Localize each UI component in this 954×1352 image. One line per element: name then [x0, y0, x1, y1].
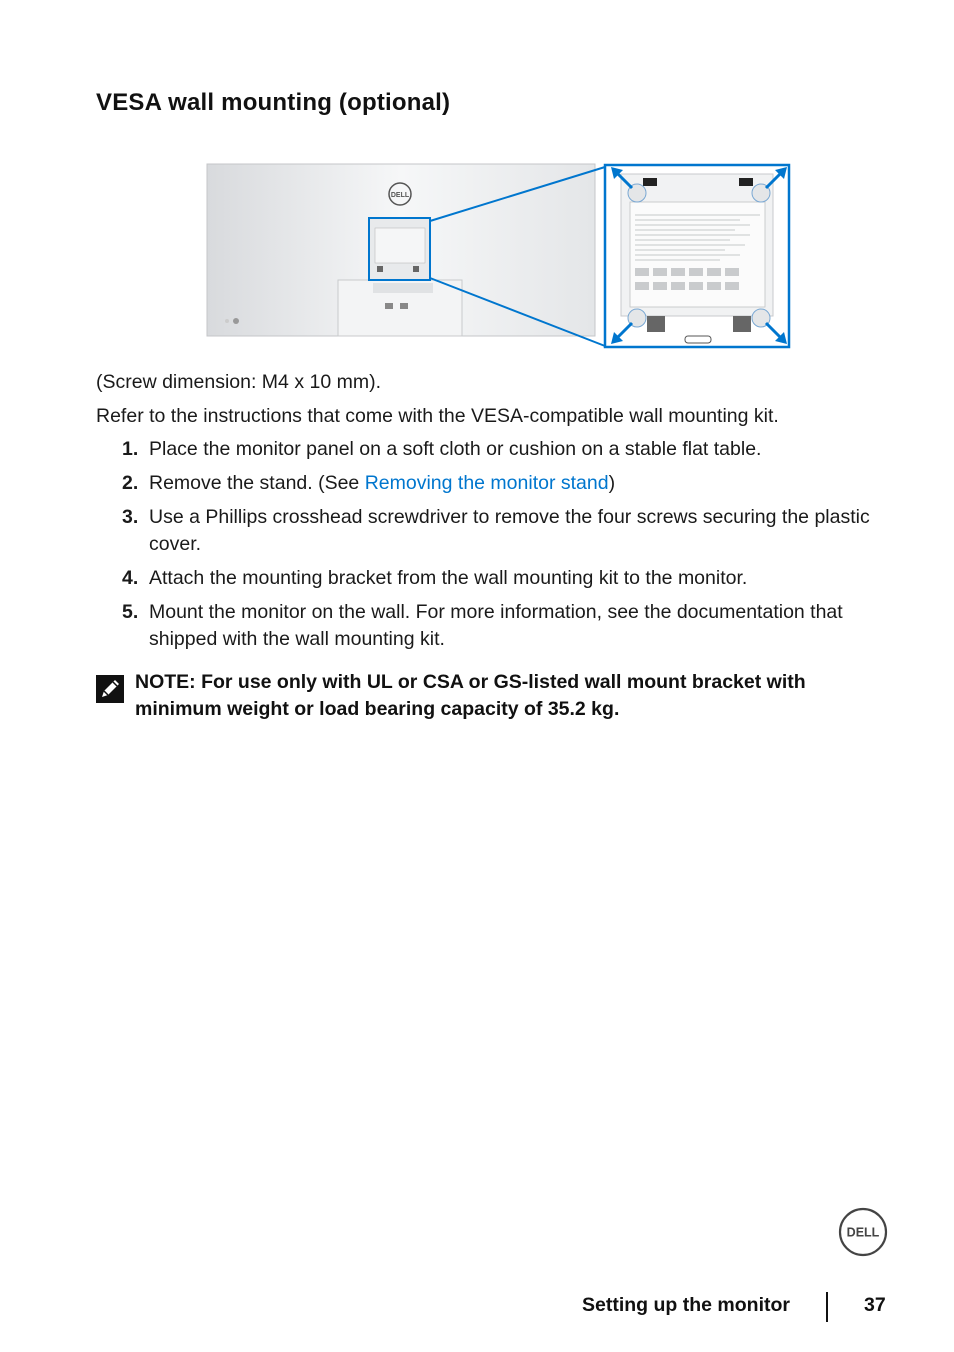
steps-list: [96, 436, 896, 660]
list-item: 3. Use a Phillips crosshead screwdriver to remove the four screws securing the plastic cover.: [122, 506, 870, 555]
svg-text:DELL: DELL: [390, 192, 410, 199]
list-item: 4. Attach the mounting bracket from the wall mounting kit to the monitor.: [122, 567, 748, 589]
page-number: 37: [864, 1294, 886, 1316]
dell-logo-icon: [838, 1207, 888, 1257]
note-text: NOTE: For use only with UL or CSA or GS-listed wall mount bracket with minimum weight or load bearing capacity of 35.2 kg.: [135, 671, 806, 720]
monitor-back-diagram: [205, 160, 795, 352]
footer-section-title: Setting up the monitor: [582, 1294, 790, 1316]
page-title: VESA wall mounting (optional): [96, 89, 451, 116]
note-pencil-icon: [96, 675, 124, 703]
list-item: 5. Mount the monitor on the wall. For more information, see the documentation that shipped with the wall mounting kit.: [122, 601, 843, 650]
removing-stand-link[interactable]: Removing the monitor stand: [364, 472, 609, 494]
list-item: 2. Remove the stand. (See Removing the monitor stand): [122, 472, 616, 494]
screw-dimension-text: (Screw dimension: M4 x 10 mm).: [96, 371, 381, 393]
footer-divider: [826, 1292, 828, 1322]
list-item: 1. Place the monitor panel on a soft cloth or cushion on a stable flat table.: [122, 438, 762, 460]
intro-text: Refer to the instructions that come with the VESA-compatible wall mounting kit.: [96, 405, 779, 427]
vesa-mount-illustration: [205, 160, 795, 352]
regulatory-label: [630, 202, 765, 307]
svg-text:DELL: DELL: [846, 1225, 880, 1240]
